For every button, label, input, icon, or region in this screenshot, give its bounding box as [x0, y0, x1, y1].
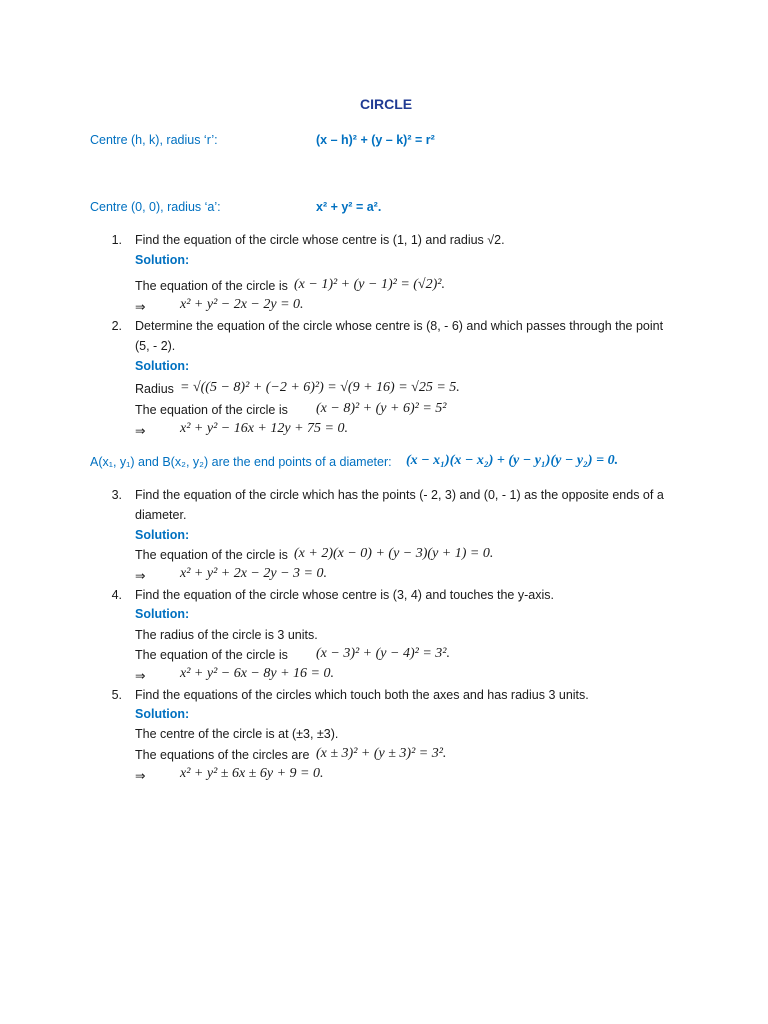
- implies-symbol: ⇒: [135, 769, 146, 783]
- solution-result-math: x² + y² − 6x − 8y + 16 = 0.: [180, 666, 334, 681]
- solution-line-math: (x + 2)(x − 0) + (y − 3)(y + 1) = 0.: [294, 546, 494, 561]
- diameter-formula: (x − x₁)(x − x₂) + (y − y₁)(y − y₂) = 0.: [406, 453, 619, 468]
- solution-line-text: The equations of the circles are: [135, 748, 310, 762]
- solution-result-math: x² + y² + 2x − 2y − 3 = 0.: [180, 566, 327, 581]
- diameter-formula-label: A(x₁, y₁) and B(x₂, y₂) are the end points of a diameter:: [90, 455, 392, 469]
- solution-label: Solution:: [135, 607, 190, 621]
- question-text: Find the equation of the circle whose centre is (1, 1) and radius √2.: [135, 233, 505, 247]
- formula-general: (x – h)² + (y – k)² = r²: [316, 133, 435, 147]
- question-number: 4.: [111, 588, 122, 602]
- implies-symbol: ⇒: [135, 569, 146, 583]
- implies-symbol: ⇒: [135, 669, 146, 683]
- solution-line-text: The equation of the circle is: [135, 403, 288, 417]
- solution-line-text: The equation of the circle is: [135, 279, 288, 293]
- solution-label: Solution:: [135, 707, 190, 721]
- radius-label: Radius: [135, 382, 174, 396]
- solution-label: Solution:: [135, 253, 190, 267]
- question-text-cont: (5, - 2).: [135, 339, 176, 353]
- formula-label-general: Centre (h, k), radius ‘r’:: [90, 133, 218, 147]
- implies-symbol: ⇒: [135, 424, 146, 438]
- question-text: Find the equation of the circle whose centre is (3, 4) and touches the y-axis.: [135, 588, 554, 602]
- question-number: 2.: [111, 319, 122, 333]
- solution-label: Solution:: [135, 528, 190, 542]
- question-number: 3.: [111, 488, 122, 502]
- solution-line-math: (x − 8)² + (y + 6)² = 5²: [316, 401, 447, 416]
- solution-line-text: The equation of the circle is: [135, 548, 288, 562]
- question-text: Determine the equation of the circle whose centre is (8, - 6) and which passes through the point: [135, 319, 664, 333]
- solution-result-math: x² + y² ± 6x ± 6y + 9 = 0.: [180, 766, 324, 781]
- formula-label-origin: Centre (0, 0), radius ‘a’:: [90, 200, 221, 214]
- question-text: Find the equation of the circle which has the points (- 2, 3) and (0, - 1) as the opposite ends of a: [135, 488, 664, 502]
- question-number: 1.: [111, 233, 122, 247]
- radius-math: = √((5 − 8)² + (−2 + 6)²) = √(9 + 16) = √25 = 5.: [180, 380, 460, 395]
- question-number: 5.: [111, 688, 122, 702]
- solution-result-math: x² + y² − 16x + 12y + 75 = 0.: [180, 421, 348, 436]
- solution-line-text: The equation of the circle is: [135, 648, 288, 662]
- page-title: CIRCLE: [360, 96, 413, 112]
- question-text-cont: diameter.: [135, 508, 187, 522]
- implies-symbol: ⇒: [135, 300, 146, 314]
- solution-line-math: (x ± 3)² + (y ± 3)² = 3².: [316, 746, 447, 761]
- solution-result-math: x² + y² − 2x − 2y = 0.: [180, 297, 304, 312]
- formula-origin: x² + y² = a².: [316, 200, 382, 214]
- solution-centre-line: The centre of the circle is at (±3, ±3).: [135, 727, 339, 741]
- question-text: Find the equations of the circles which touch both the axes and has radius 3 units.: [135, 688, 589, 702]
- solution-line-math: (x − 3)² + (y − 4)² = 3².: [316, 646, 450, 661]
- solution-line-math: (x − 1)² + (y − 1)² = (√2)².: [294, 277, 445, 292]
- solution-label: Solution:: [135, 359, 190, 373]
- solution-radius-line: The radius of the circle is 3 units.: [135, 628, 318, 642]
